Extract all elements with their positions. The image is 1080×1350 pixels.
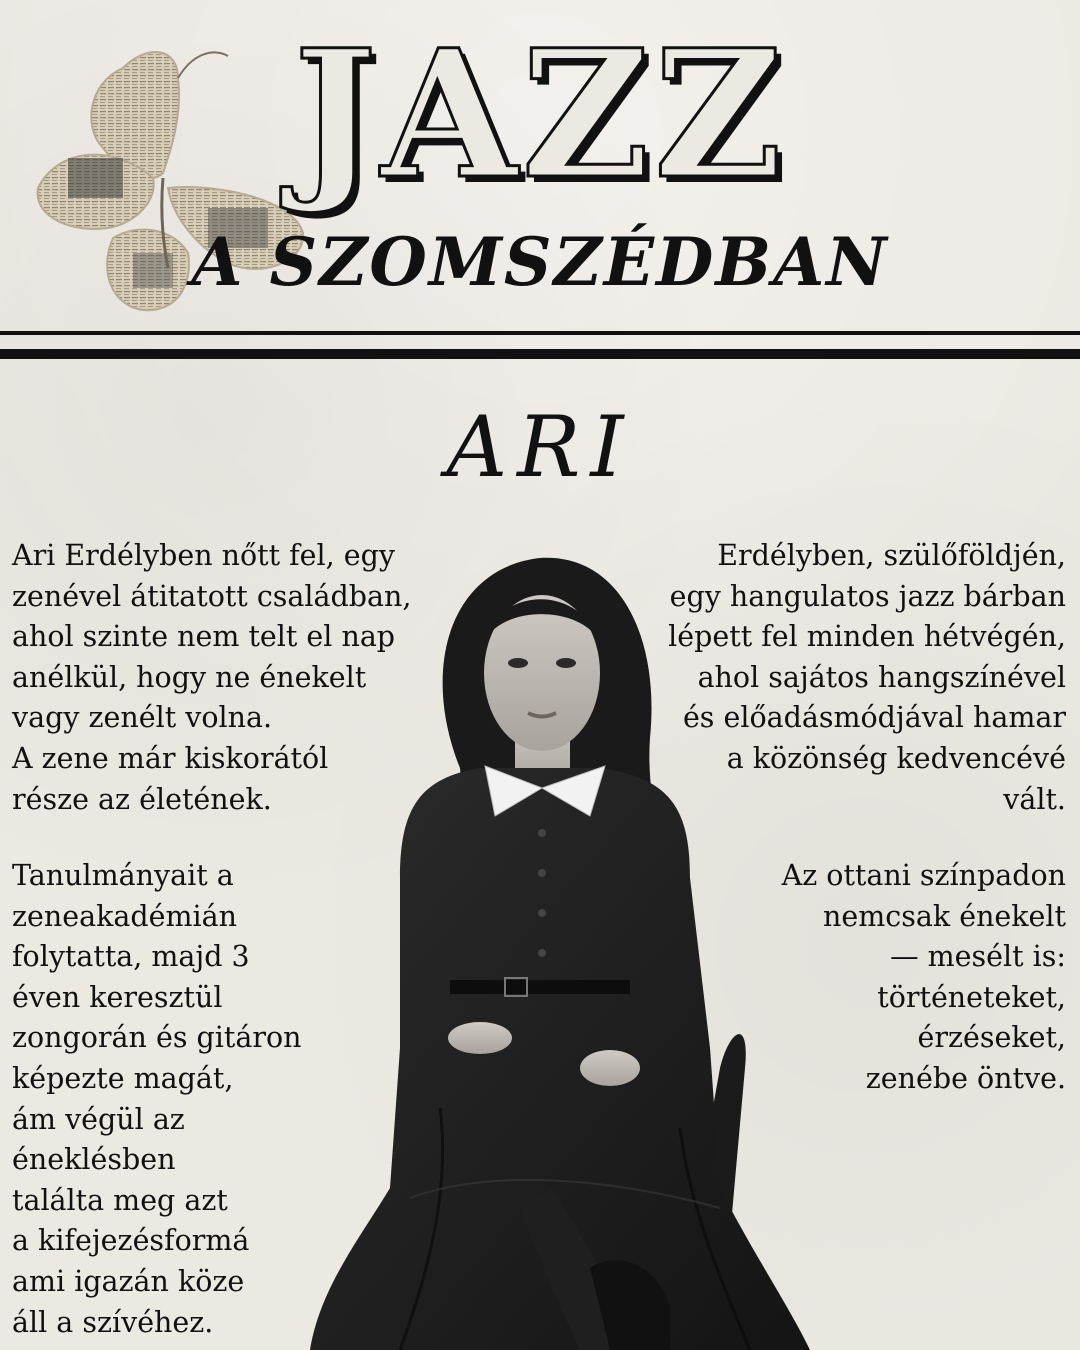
divider-thin [0,331,1080,335]
poster-subtitle: A SZOMSZÉDBAN [191,223,889,301]
poster-title: JAZZ [293,11,787,218]
divider-thick [0,349,1080,359]
left-column-paragraph-2: Tanulmányait a zeneakadémián folytatta, majd 3 éven keresztül zongorán és gitáron képezte magát, ám végül az éneklésben találta meg azt a kifejezésformá ami igazán köze áll a szívéhez. [12,859,302,1339]
artist-name: ARI [446,398,634,496]
left-column-paragraph-1: Ari Erdélyben nőtt fel, egy zenével átitatott családban, ahol szinte nem telt el nap anélkül, hogy ne énekelt vagy zenélt volna. A zene már kiskorától része az életének. [12,539,412,816]
right-column-paragraph-2: Az ottani színpadon nemcsak énekelt — mesélt is: történeteket, érzéseket, zenébe öntve. [781,859,1066,1095]
right-column-paragraph-1: Erdélyben, szülőföldjén, egy hangulatos jazz bárban lépett fel minden hétvégén, ahol sajátos hangszínével és előadásmódjával hamar a közönség kedvencévé vált. [668,539,1066,816]
